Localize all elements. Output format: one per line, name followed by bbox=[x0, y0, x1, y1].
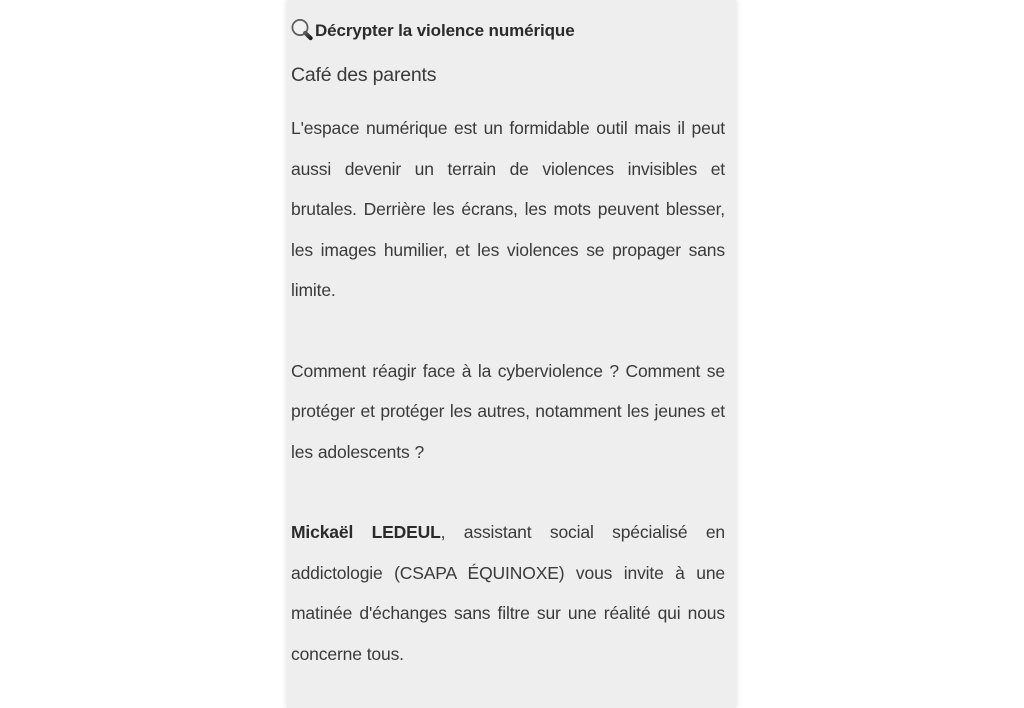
article-content bbox=[291, 0, 725, 674]
page-title-text: Décrypter la violence numérique bbox=[315, 21, 575, 40]
speaker-name: Mickaël LEDEUL bbox=[291, 522, 441, 542]
paragraph-intro: L'espace numérique est un formidable outil mais il peut aussi devenir un terrain de violences invisibles et brutales. Derrière les écrans, les mots peuvent blesser, les images humilier, et les violences se propager sans limite. bbox=[291, 118, 725, 300]
paragraph-speaker bbox=[291, 472, 725, 674]
page-subtitle: Café des parents bbox=[291, 64, 437, 86]
article-card bbox=[287, 0, 736, 708]
paragraph-questions: Comment réagir face à la cyberviolence ? Comment se protéger et protéger les autres, notamment les jeunes et les adolescents ? bbox=[291, 360, 725, 462]
magnifying-glass-icon bbox=[289, 17, 315, 41]
speaker-description: , assistant social spécialisé en addictologie (CSAPA ÉQUINOXE) vous invite à une matinée d'échanges sans filtre sur une réalité qui nous concerne tous. bbox=[291, 522, 725, 664]
page-title bbox=[291, 0, 725, 42]
